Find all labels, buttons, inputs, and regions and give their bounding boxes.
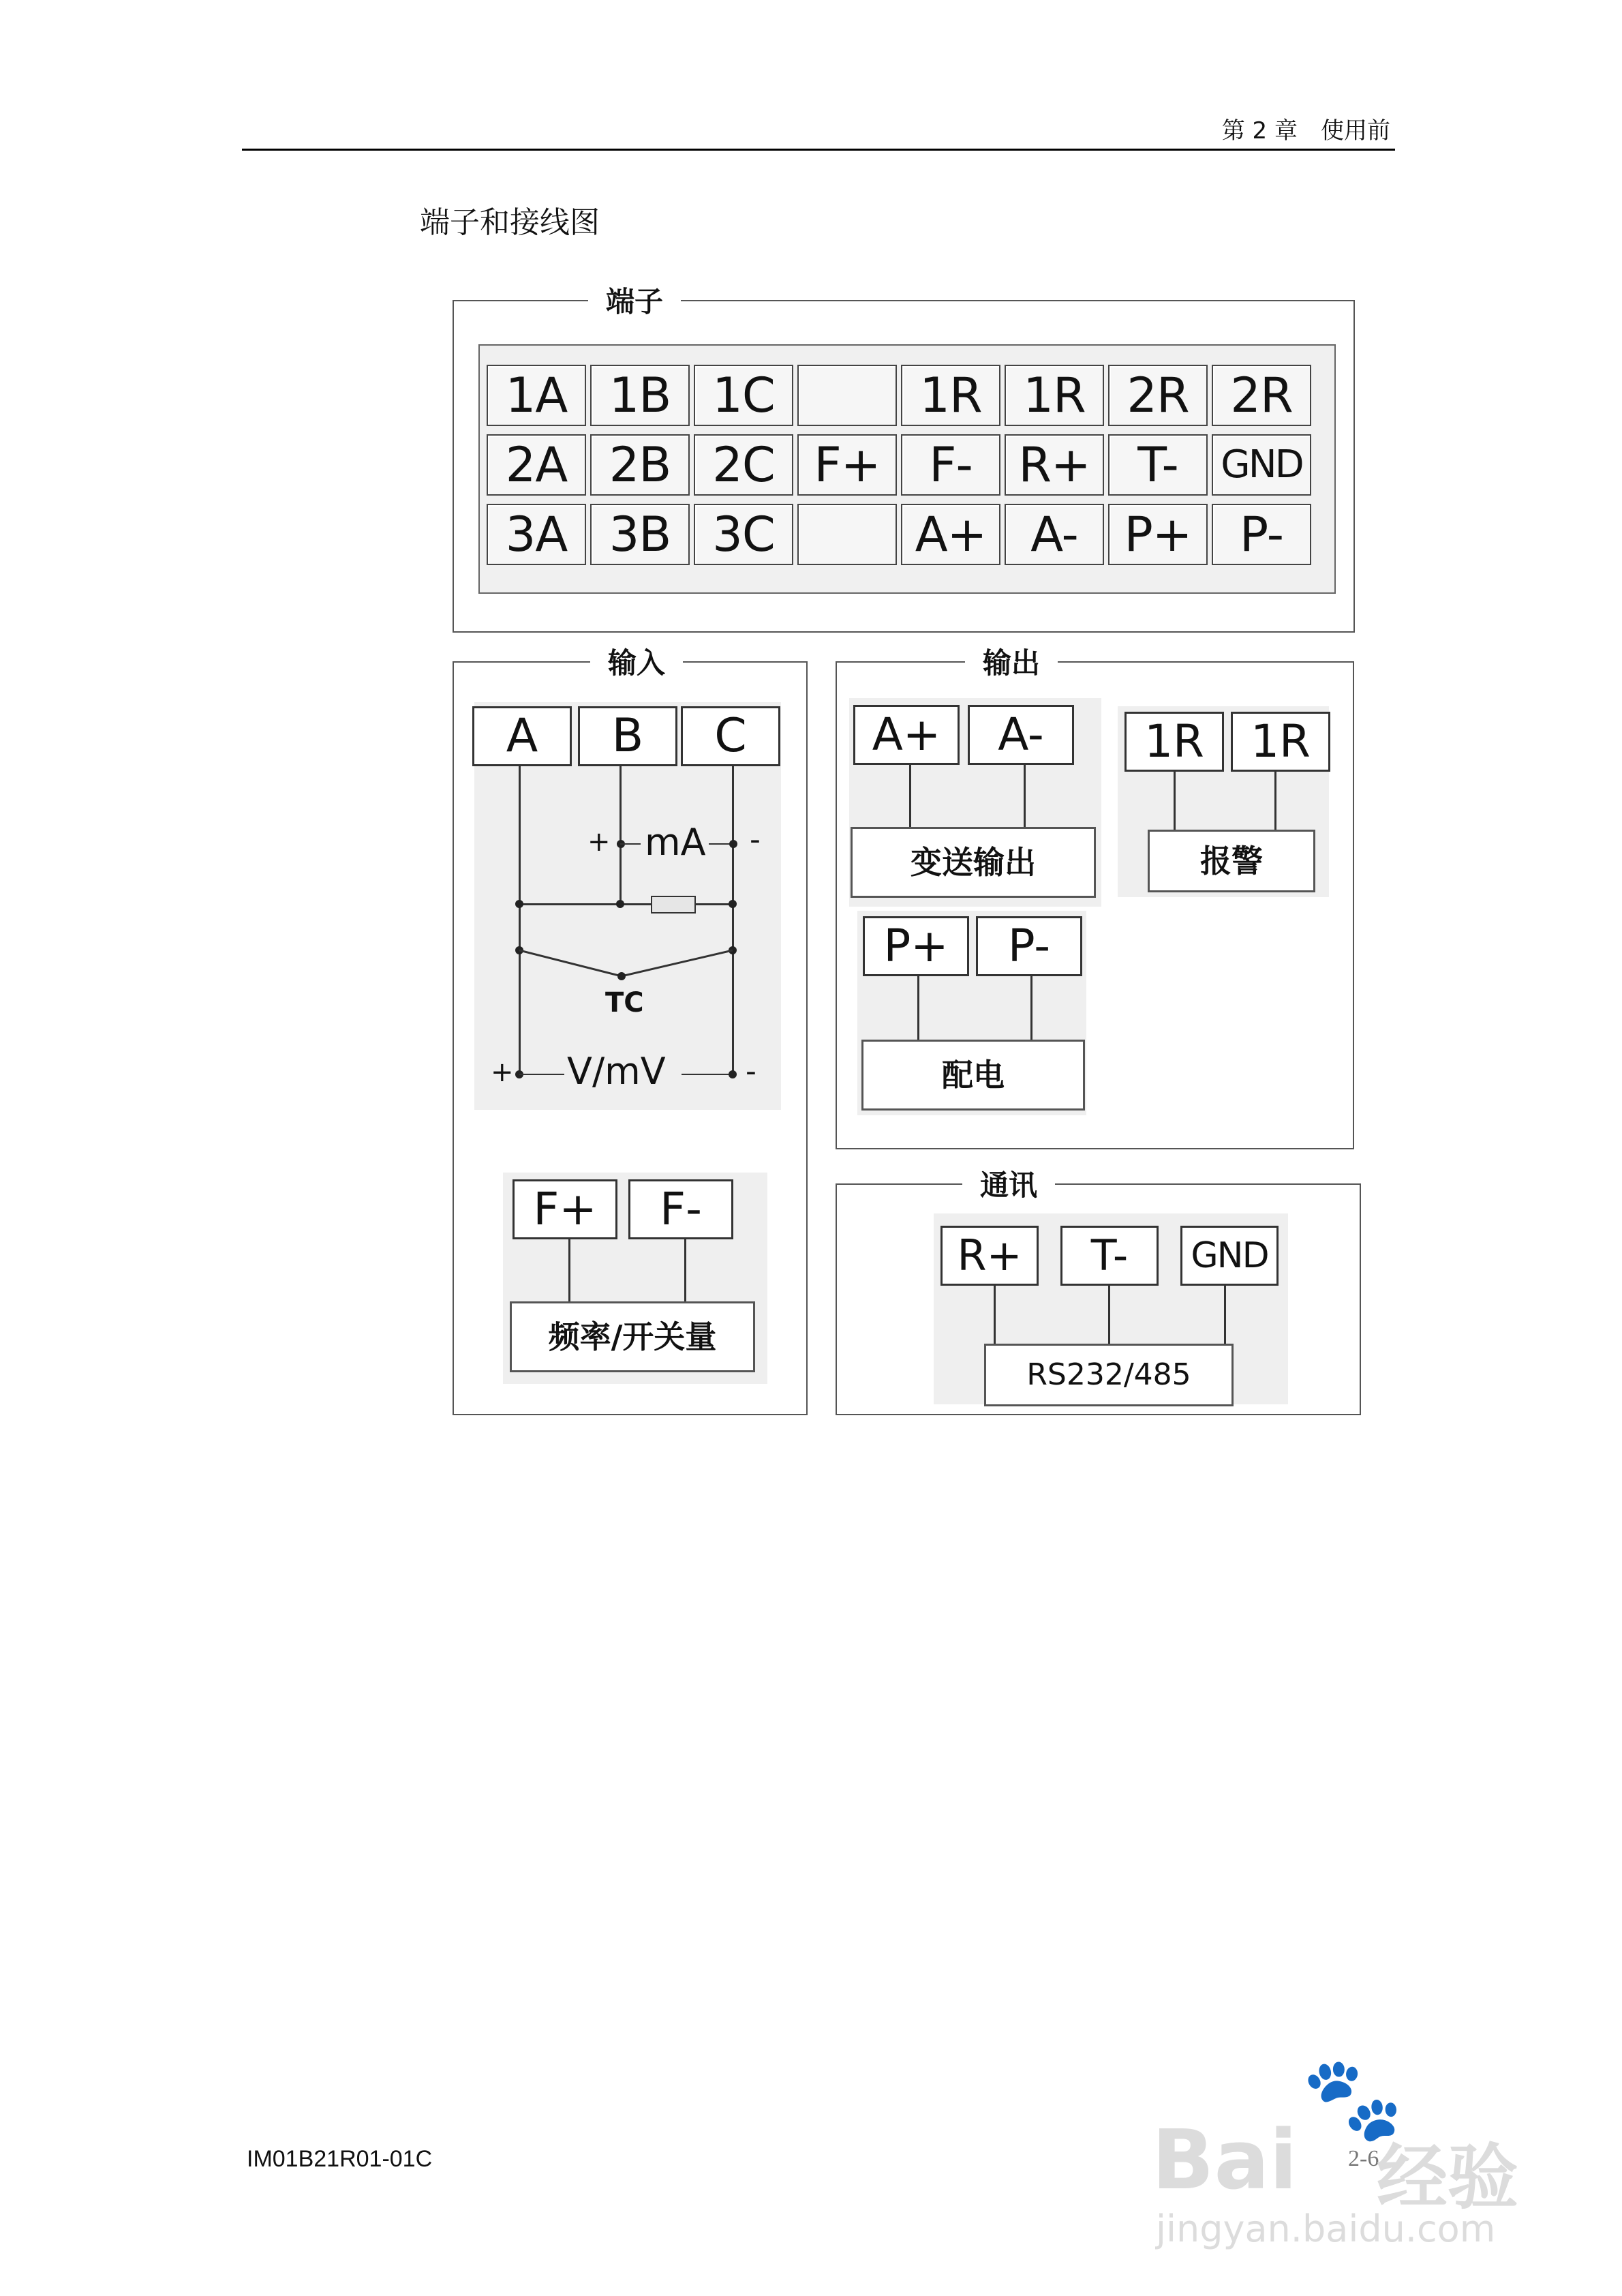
v-wire-left [519,1074,564,1075]
terminal-cell: R+ [1005,434,1104,496]
output-terminal-a-plus: A+ [853,705,960,765]
doc-id: IM01B21R01-01C [247,2146,433,2172]
watermark-brand-cn: 经验 [1377,2136,1519,2219]
terminals-panel-label: 端子 [588,280,681,320]
power-label-box: 配电 [861,1040,1085,1111]
transmit-wire-plus [909,763,911,827]
terminal-cell: 1B [590,365,690,426]
freq-terminal-minus: F- [628,1179,733,1239]
comm-terminal-t-minus: T- [1060,1226,1159,1286]
v-minus: - [746,1054,756,1089]
input-terminal-a: A [472,706,572,766]
tc-label: TC [605,987,644,1018]
terminal-cell: 1C [694,365,793,426]
power-terminal-minus: P- [976,916,1082,976]
watermark [1152,2052,1533,2256]
ma-label: mA [645,821,706,864]
terminal-cell: F- [901,434,1000,496]
terminal-cell: A- [1005,504,1104,565]
terminal-cell: 1R [1005,365,1104,426]
power-terminal-plus: P+ [863,916,969,976]
output-panel-label: 输出 [965,641,1058,682]
terminal-cell: P+ [1108,504,1208,565]
v-wire-right [682,1074,732,1075]
output-terminal-a-minus: A- [968,705,1074,765]
comm-label-box: RS232/485 [984,1344,1234,1406]
freq-label-box: 频率/开关量 [510,1301,755,1372]
terminal-cell: 2B [590,434,690,496]
terminal-cell: P- [1212,504,1311,565]
input-terminal-c: C [681,706,780,766]
terminal-cell: 1R [901,365,1000,426]
power-wire-minus [1030,974,1032,1040]
terminal-cell: F+ [797,434,897,496]
alarm-wire-2 [1274,770,1276,830]
watermark-brand: Bai [1152,2113,1298,2208]
ma-plus: + [587,826,611,858]
comm-panel-label: 通讯 [962,1163,1055,1204]
transmit-wire-minus [1024,763,1026,827]
terminal-cell: 3A [487,504,586,565]
terminal-cell: A+ [901,504,1000,565]
ma-minus: - [750,822,761,857]
paw-icon: 🐾 [1302,2052,1404,2147]
terminal-cell: 3C [694,504,793,565]
terminal-cell: 1A [487,365,586,426]
v-plus: + [491,1057,514,1088]
freq-wire-minus [684,1237,686,1301]
terminal-cell: 3B [590,504,690,565]
terminal-cell: 2A [487,434,586,496]
watermark-url: jingyan.baidu.com [1156,2207,1496,2250]
terminal-cell: 2R [1108,365,1208,426]
comm-wire-t [1108,1284,1110,1344]
node-tc-junction [617,972,626,980]
transmit-label-box: 变送输出 [851,827,1096,898]
v-label: V/mV [567,1050,666,1093]
freq-terminal-plus: F+ [512,1179,617,1239]
section-title: 端子和接线图 [420,205,600,240]
comm-wire-r [994,1284,996,1344]
comm-terminal-gnd: GND [1180,1226,1279,1286]
v-node-right [729,1070,737,1078]
power-wire-plus [917,974,919,1040]
alarm-terminal-2: 1R [1231,712,1330,772]
terminal-cell: GND [1212,434,1311,496]
input-panel-label: 输入 [590,641,683,682]
alarm-terminal-1: 1R [1124,712,1224,772]
page-number: 2-6 [1348,2146,1379,2171]
terminal-cell: 2R [1212,365,1311,426]
comm-wire-gnd [1224,1284,1226,1344]
terminal-cell: T- [1108,434,1208,496]
input-terminal-b: B [578,706,677,766]
alarm-wire-1 [1174,770,1176,830]
alarm-label-box: 报警 [1148,830,1315,892]
freq-wire-plus [568,1237,570,1301]
terminal-cell: 2C [694,434,793,496]
comm-terminal-r-plus: R+ [940,1226,1039,1286]
chapter-header: 第 2 章 使用前 [1221,117,1390,145]
